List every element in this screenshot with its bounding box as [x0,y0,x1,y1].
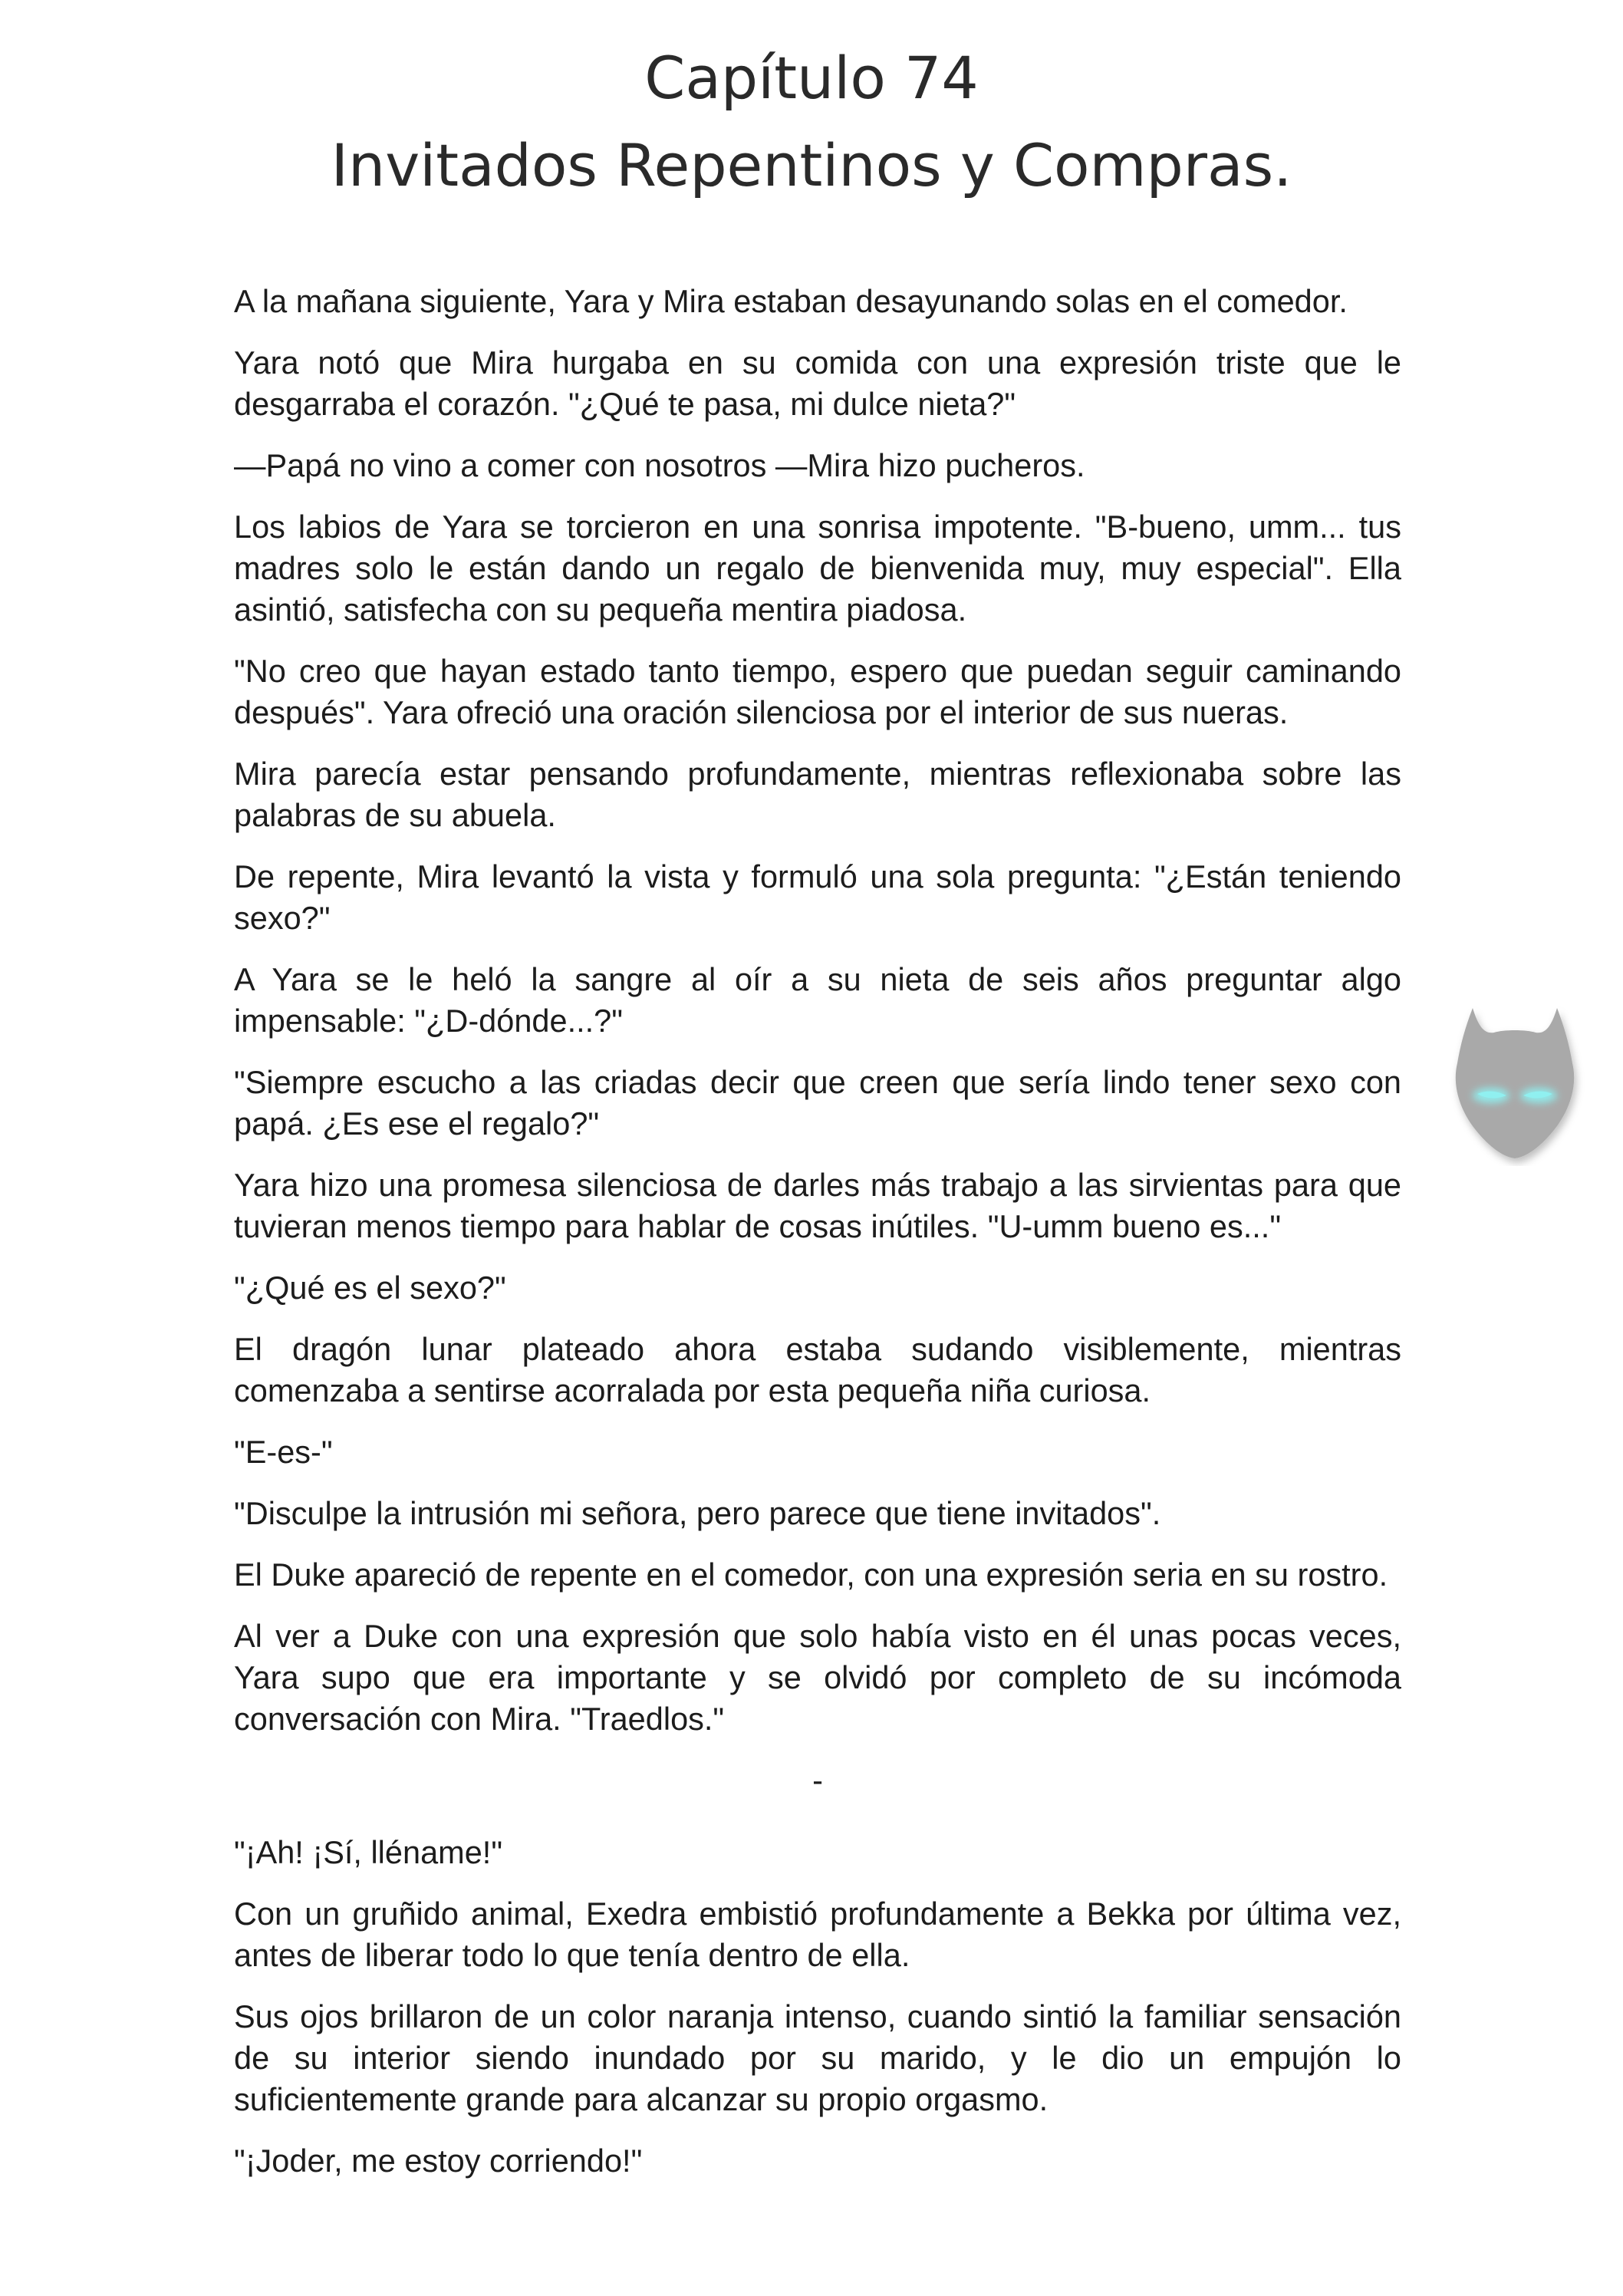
paragraph: Con un gruñido animal, Exedra embistió profundamente a Bekka por última vez, antes de liberar todo lo que tenía dentro de ella. [234,1896,1401,1973]
paragraph: El Duke apareció de repente en el comedor, con una expresión seria en su rostro. [234,1556,1388,1593]
paragraph: Sus ojos brillaron de un color naranja intenso, cuando sintió la familiar sensación de su interior siendo inundado por su marido, y le dio un empujón lo suficientemente grande para alcanzar su propio orgasmo. [234,1998,1401,2117]
chapter-number: Capítulo 74 [644,44,979,112]
paragraph: Yara notó que Mira hurgaba en su comida con una expresión triste que le desgarraba el corazón. "¿Qué te pasa, mi dulce nieta?" [234,344,1401,422]
chapter-body [234,281,1401,2202]
paragraph: "¡Joder, me estoy corriendo!" [234,2143,643,2179]
paragraph: Los labios de Yara se torcieron en una sonrisa impotente. "B-bueno, umm... tus madres solo le están dando un regalo de bienvenida muy, muy especial". Ella asintió, satisfecha con su pequeña mentira piadosa. [234,509,1401,628]
paragraph: "¡Ah! ¡Sí, lléname!" [234,1834,503,1870]
paragraph: A Yara se le heló la sangre al oír a su nieta de seis años preguntar algo impensable: "¿D-dónde...?" [234,961,1401,1039]
paragraph: "Siempre escucho a las criadas decir que creen que sería lindo tener sexo con papá. ¿Es ese el regalo?" [234,1064,1401,1141]
paragraph: —Papá no vino a comer con nosotros —Mira hizo pucheros. [234,447,1085,483]
paragraph: De repente, Mira levantó la vista y formuló una sola pregunta: "¿Están teniendo sexo?" [234,858,1401,936]
paragraph: "No creo que hayan estado tanto tiempo, espero que puedan seguir caminando después". Yara ofreció una oración silenciosa por el interior de sus nueras. [234,653,1401,730]
scene-separator: - [812,1762,823,1798]
paragraph: Yara hizo una promesa silenciosa de darles más trabajo a las sirvientas para que tuvieran menos tiempo para hablar de cosas inútiles. "U-umm bueno es..." [234,1167,1401,1244]
paragraph: "E-es-" [234,1434,333,1470]
paragraph: Al ver a Duke con una expresión que solo había visto en él unas pocas veces, Yara supo que era importante y se olvidó por completo de su incómoda conversación con Mira. "Traedlos." [234,1618,1401,1737]
paragraph: A la mañana siguiente, Yara y Mira estaban desayunando solas en el comedor. [234,283,1348,319]
paragraph: "Disculpe la intrusión mi señora, pero parece que tiene invitados". [234,1495,1161,1531]
paragraph: Mira parecía estar pensando profundamente, mientras reflexionaba sobre las palabras de su abuela. [234,756,1401,833]
demon-head-icon [1442,997,1588,1166]
paragraph: El dragón lunar plateado ahora estaba sudando visiblemente, mientras comenzaba a sentirse acorralada por esta pequeña niña curiosa. [234,1331,1401,1408]
chapter-title: Invitados Repentinos y Compras. [331,131,1292,199]
paragraph: "¿Qué es el sexo?" [234,1270,506,1306]
demon-head-shape [1456,1008,1574,1158]
